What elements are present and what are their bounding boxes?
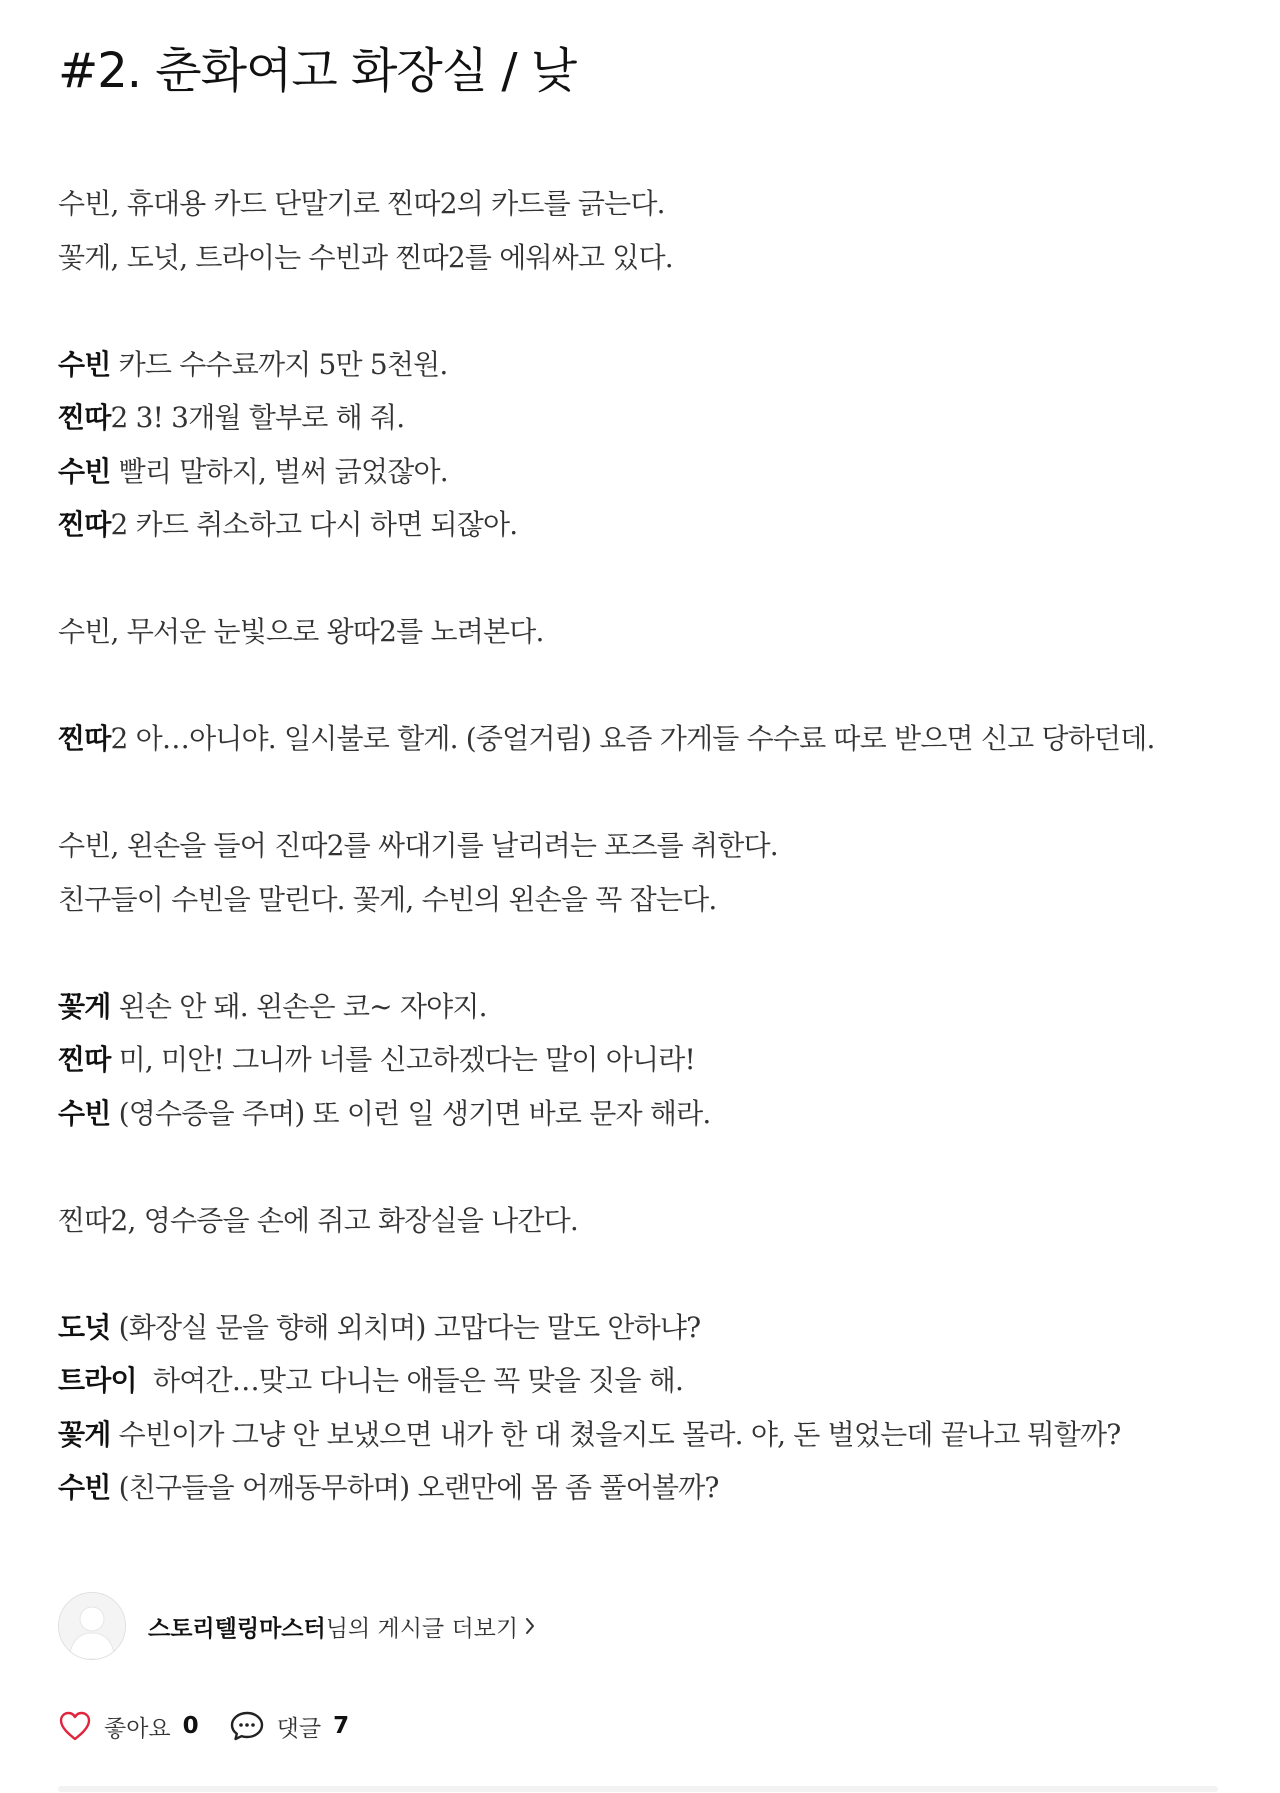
line-text: (화장실 문을 향해 외치며) 고맙다는 말도 안하냐? — [110, 1310, 701, 1344]
line-text: 꽃게, 도넛, 트라이는 수빈과 찐따2를 에워싸고 있다. — [58, 240, 673, 274]
speech-bubble-icon — [229, 1709, 265, 1743]
blank-line — [58, 926, 1238, 980]
line-text: 수빈이가 그냥 안 보냈으면 내가 한 대 쳤을지도 몰라. 야, 돈 벌었는데 끝나고 뭐할까? — [110, 1417, 1121, 1451]
line-text: (친구들을 어깨동무하며) 오랜만에 몸 좀 풀어볼까? — [110, 1471, 719, 1504]
line-text: 2 아…아니야. 일시불로 할게. (중얼거림) 요즘 가게들 수수료 따로 받으면 신고 당하던데. — [110, 722, 1155, 755]
author-avatar[interactable] — [58, 1592, 126, 1660]
script-line — [58, 391, 1238, 445]
blank-line — [58, 766, 1238, 820]
like-label: 좋아요 — [104, 1715, 171, 1742]
script-line — [58, 873, 1238, 927]
script-line — [58, 1194, 1238, 1248]
post-actions — [58, 1706, 379, 1746]
blank-line — [58, 1140, 1238, 1194]
blank-line — [58, 1247, 1238, 1301]
line-text: 빨리 말하지, 벌써 긁었잖아. — [110, 454, 448, 488]
line-text: 카드 수수료까지 5만 5천원. — [110, 347, 448, 381]
line-text: 하여간…맞고 다니는 애들은 꼭 맞을 짓을 해. — [136, 1364, 684, 1397]
script-line — [58, 177, 1238, 231]
speaker-name: 찐따 — [58, 1043, 111, 1076]
post-body — [58, 177, 1238, 1515]
more-posts-label[interactable]: 님의 게시글 더보기 — [325, 1615, 519, 1642]
line-text: 미, 미안! 그니까 너를 신고하겠다는 말이 아니라! — [110, 1043, 695, 1076]
line-text: 수빈, 무서운 눈빛으로 왕따2를 노려본다. — [58, 615, 544, 648]
blank-line — [58, 552, 1238, 606]
post-title: #2. 춘화여고 화장실 / 낮 — [58, 43, 577, 99]
script-line — [58, 712, 1238, 766]
line-text: (영수증을 주며) 또 이런 일 생기면 바로 문자 해라. — [110, 1096, 711, 1130]
speaker-name: 꽃게 — [58, 989, 111, 1023]
like-count: 0 — [182, 1713, 199, 1739]
line-text: 찐따2, 영수증을 손에 쥐고 화장실을 나간다. — [58, 1203, 578, 1237]
line-text: 2 카드 취소하고 다시 하면 되잖아. — [110, 508, 518, 541]
default-avatar-icon — [59, 1593, 125, 1659]
script-line — [58, 1461, 1238, 1515]
section-divider — [58, 1786, 1218, 1792]
line-text: 왼손 안 돼. 왼손은 코~ 자야지. — [110, 989, 487, 1023]
script-line — [58, 231, 1238, 285]
script-line — [58, 1408, 1238, 1462]
speaker-name: 찐따 — [58, 722, 111, 755]
comment-count: 7 — [333, 1713, 350, 1739]
line-text: 수빈, 휴대용 카드 단말기로 찐따2의 카드를 긁는다. — [58, 187, 665, 220]
blank-line — [58, 284, 1238, 338]
author-name[interactable]: 스토리텔링마스터 — [148, 1615, 326, 1642]
speaker-name: 수빈 — [58, 454, 111, 488]
script-line — [58, 980, 1238, 1034]
speaker-name: 수빈 — [58, 347, 111, 381]
speaker-name: 수빈 — [58, 1471, 111, 1504]
script-line — [58, 1033, 1238, 1087]
speaker-name: 꽃게 — [58, 1417, 111, 1451]
script-line — [58, 605, 1238, 659]
chevron-right-icon — [524, 1616, 536, 1636]
line-text: 2 3! 3개월 할부로 해 줘. — [110, 401, 405, 434]
comment-button[interactable] — [229, 1709, 349, 1743]
like-button[interactable] — [58, 1710, 199, 1743]
line-text: 수빈, 왼손을 들어 진따2를 싸대기를 날리려는 포즈를 취한다. — [58, 829, 778, 862]
script-line — [58, 1087, 1238, 1141]
author-more-posts-link[interactable] — [58, 1592, 536, 1660]
script-line — [58, 445, 1238, 499]
script-line — [58, 819, 1238, 873]
speaker-name: 수빈 — [58, 1096, 111, 1130]
blank-line — [58, 659, 1238, 713]
comment-label: 댓글 — [276, 1715, 322, 1742]
heart-icon — [58, 1710, 92, 1742]
script-line — [58, 498, 1238, 552]
speaker-name: 찐따 — [58, 401, 111, 434]
speaker-name: 트라이 — [58, 1364, 137, 1397]
script-line — [58, 1301, 1238, 1355]
script-line — [58, 338, 1238, 392]
script-line — [58, 1354, 1238, 1408]
speaker-name: 도넛 — [58, 1310, 111, 1344]
line-text: 친구들이 수빈을 말린다. 꽃게, 수빈의 왼손을 꼭 잡는다. — [58, 882, 717, 916]
speaker-name: 찐따 — [58, 508, 111, 541]
